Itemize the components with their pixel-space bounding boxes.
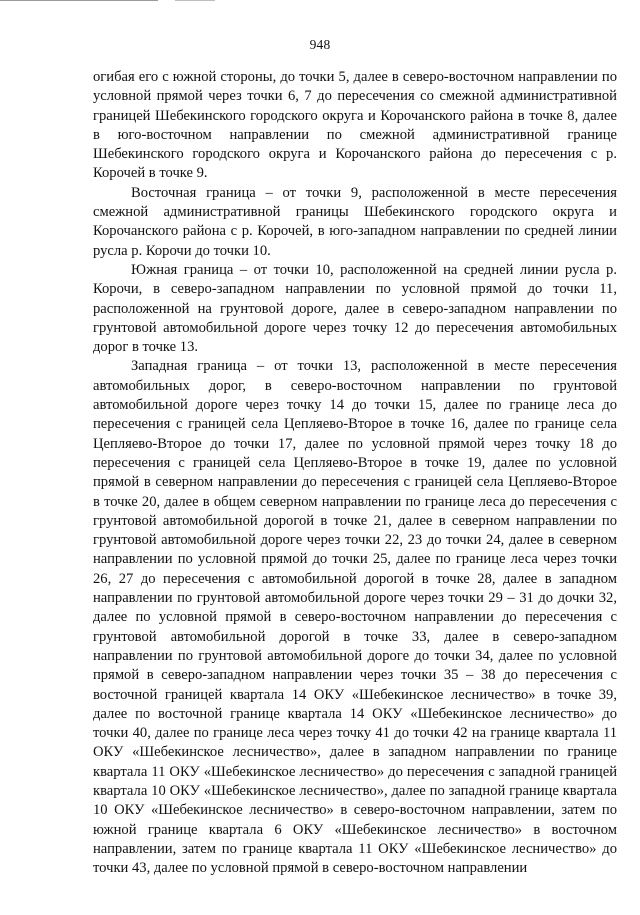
scan-edge-mark (0, 0, 158, 1)
document-body (93, 68, 617, 878)
paragraph-continuation: огибая его с южной стороны, до точки 5, далее в северо-восточном направлении по условной прямой через точки 6, 7 до пересечения со смежной административной границей Шебекинского городского округа и Корочанского района в точке 8, далее в юго-восточном направлении по смежной административной границе Шебекинского городского округа и Корочанского района до пересечения с р. Корочей в точке 9. (93, 69, 617, 182)
paragraph-eastern-boundary: Восточная граница – от точки 9, расположенной в месте пересечения смежной административной границы Шебекинского городского округа и Корочанского района с р. Корочей, в юго-западном направлении по средней линии русла р. Корочи до точки 10. (93, 184, 617, 259)
paragraph-western-boundary: Западная граница – от точки 13, расположенной в месте пересечения автомобильных дорог, в северо-восточном направлении по грунтовой автомобильной дороге через точку 14 до точки 15, далее по границе леса до пересечения с границей села Цепляево-Второе в точке 16, далее по границе села Цепляево-Второе до точки 17, далее по условной прямой через точку 18 до пересечения с границей села Цепляево-Второе в точке 19, далее по условной прямой в северном направлении до пересечения с границей села Цепляево-Второе в точке 20, далее в общем северном направлении по границе леса до пересечения с грунтовой автомобильной дорогой в точке 21, далее в северном направлении по грунтовой автомобильной дороге через точки 22, 23 до точки 24, далее в северном направлении по условной прямой до точки 25, далее по границе леса через точки 26, 27 до пересечения с автомобильной дорогой в точке 28, далее в западном направлении по грунтовой автомобильной дороге через точки 29 – 31 до дочки 32, далее по условной прямой в северо-восточном направлении до пересечения с грунтовой автомобильной дорогой в точке 33, далее в северо-западном направлении по грунтовой автомобильной дороге до точки 34, далее по условной прямой в северо-западном направлении через точки 35 – 38 до пересечения с восточной границей квартала 14 ОКУ «Шебекинское лесничество» в точке 39, далее по восточной границе квартала 14 ОКУ «Шебекинское лесничество» до точки 40, далее по границе леса через точку 41 до точки 42 на границе квартала 11 ОКУ «Шебекинское лесничество», далее в западном направлении по границе квартала 11 ОКУ «Шебекинское лесничество» до пересечения с западной границей квартала 10 ОКУ «Шебекинское лесничество», далее по западной границе квартала 10 ОКУ «Шебекинское лесничество» в северо-восточном направлении, затем по южной границе квартала 6 ОКУ «Шебекинское лесничество» в восточном направлении, затем по границе квартала 11 ОКУ «Шебекинское лесничество» до точки 43, далее по условной прямой в северо-восточном направлении (93, 358, 617, 877)
paragraph-southern-boundary: Южная граница – от точки 10, расположенной на средней линии русла р. Корочи, в северо-западном направлении по условной прямой до точки 11, расположенной на грунтовой дороге, далее в северо-западном направлении по грунтовой автомобильной дороге через точку 12 до пересечения автомобильных дорог в точке 13. (93, 261, 617, 356)
scan-edge-mark-secondary (175, 0, 215, 1)
page-number: 948 (309, 37, 331, 52)
